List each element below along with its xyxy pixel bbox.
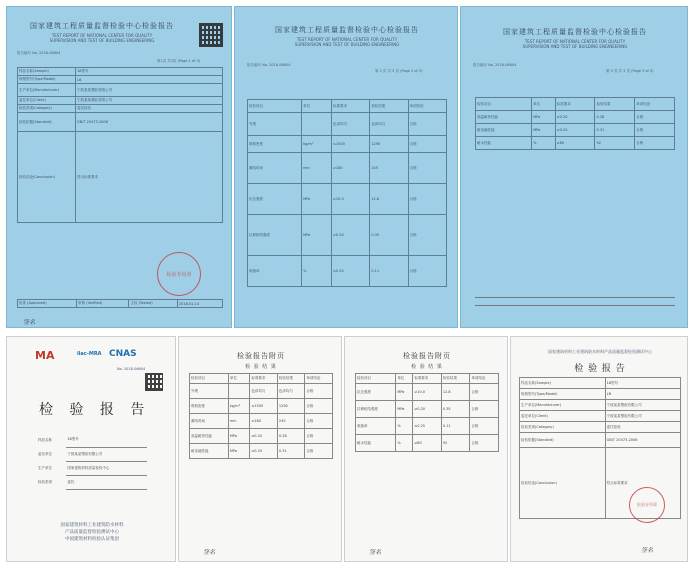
field-label: 检验类别(Category) xyxy=(18,105,76,113)
results-label: 检 验 结 果 xyxy=(245,364,277,370)
col-header: 单项结论 xyxy=(408,100,446,113)
org-name: 国家建筑材料工业建筑防水材料 xyxy=(60,523,124,528)
table-row: 凝结时间 min ≥180 245 合格 xyxy=(248,153,447,184)
page-header: 国家建筑工程质量监督检验中心检验报告 xyxy=(275,26,419,34)
sample-info-table: 样品名称(Sample) 18型号 规格型号(Type/Model) LB 生产单位(Manufacturer) 宁波某某塑胶有限公司 委托单位(Client) 宁波某某塑胶有限公司 检验类别(Category) 委托检验 检验依据(Standard) GB/T 20473-2006 检验结论(Conclusion) 符合标准要求 xyxy=(519,377,681,519)
field-label: 规格型号(Type/Model) xyxy=(18,76,76,84)
results-table xyxy=(247,99,447,287)
org-name-3: 中国建筑材料检验认证集团 xyxy=(65,537,119,542)
col-header: 检验项目 xyxy=(476,98,532,111)
page-header-en-2: SUPERVISION AND TEST OF BUILDING ENGINEERING xyxy=(294,42,400,47)
table-row: 抗压强度 MPa ≥10.0 12.8 合格 xyxy=(356,384,499,401)
field-label: 检验依据(Standard) xyxy=(18,113,76,132)
signature: 签名 xyxy=(369,549,382,556)
attachment-title: 检验报告附页 xyxy=(403,352,451,360)
report-title: 检 验 报 告 xyxy=(39,402,151,418)
table-row: 收缩率 % ≤0.25 0.11 合格 xyxy=(356,418,499,435)
qr-code xyxy=(145,373,163,391)
report-number: No. 2018-06604 xyxy=(117,367,146,371)
report-date: 2018-02-14 xyxy=(177,300,222,308)
table-row: 耐水性能 % ≥80 92 合格 xyxy=(356,435,499,452)
white-attachment-page-2 xyxy=(344,336,508,562)
col-header: 标准要求 xyxy=(331,100,369,113)
verified-label: 审核 (Verified) xyxy=(77,300,129,308)
field-value: 宁波某某塑胶有限公司 xyxy=(76,97,223,105)
table-row: 外观 色泽均匀 色泽均匀 合格 xyxy=(190,384,333,399)
cover-fields: 样品名称 18型号 委托单位 宁波某某塑胶有限公司 生产单位 国家建筑材料质量检验中心 检验类别 委托 xyxy=(37,433,147,490)
signature: 签名 xyxy=(203,549,216,556)
table-row: 拉伸粘结强度 MPa ≥0.20 0.35 合格 xyxy=(356,401,499,418)
ilac-logo: ilac-MRA xyxy=(77,351,102,357)
qr-code xyxy=(199,23,223,47)
blue-page-2 xyxy=(234,6,458,328)
org-name-2: 产品质量监督检验测试中心 xyxy=(65,530,119,535)
field-value: 符合标准要求 xyxy=(76,132,223,223)
cnas-logo: CNAS xyxy=(109,349,137,359)
results-table: 检验项目 单位 标准要求 检验结果 单项结论 外观 色泽均匀 色泽均匀 合格 堆积密度 kg/m³ ≤1500 1290 合格 凝结时间 min ≥180 245 合格 高温耐热性能 MPa ≥0.20 0.28 合格 耐冻融性能 MPa ≥0.20 0.31 合格 xyxy=(189,373,333,459)
col-header: 单项结论 xyxy=(635,98,675,111)
page-title: 检 验 报 告 xyxy=(574,364,626,374)
table-row: 高温耐热性能 MPa ≥0.20 0.28 合格 xyxy=(476,111,675,124)
sample-info-table xyxy=(17,67,223,223)
blue-page-3 xyxy=(460,6,688,328)
attachment-title: 检验报告附页 xyxy=(237,352,285,360)
approved-label: 批准 (Approved) xyxy=(18,300,77,308)
report-number: 报告编号 No. 2018-06604 xyxy=(17,51,61,55)
col-header: 检验项目 xyxy=(248,100,302,113)
table-row: 耐冻融性能 MPa ≥0.20 0.31 合格 xyxy=(476,124,675,137)
col-header: 单位 xyxy=(302,100,332,113)
page-header-en: TEST REPORT OF NATIONAL CENTER FOR QUALITY xyxy=(51,33,153,38)
signature: 签名 xyxy=(23,319,36,326)
report-number: 报告编号 No. 2018-06604 xyxy=(473,63,517,67)
field-value: GB/T 20473-2006 xyxy=(76,113,223,132)
field-label: 检验结论(Conclusion) xyxy=(18,132,76,223)
field-value: 宁波某某塑胶有限公司 xyxy=(76,84,223,97)
table-row: 高温耐热性能 MPa ≥0.20 0.28 合格 xyxy=(190,429,333,444)
cma-logo: MA xyxy=(35,349,55,362)
col-header: 单位 xyxy=(532,98,556,111)
white-report-page-4 xyxy=(510,336,688,562)
table-row: 耐水性能 % ≥80 92 合格 xyxy=(476,137,675,150)
results-table: 检验项目 单位 标准要求 检验结果 单项结论 抗压强度 MPa ≥10.0 12.8 合格 拉伸粘结强度 MPa ≥0.20 0.35 合格 收缩率 % ≤0.25 0.11 合格 耐水性能 % ≥80 92 合格 xyxy=(355,373,499,452)
page-header: 国家建筑工程质量监督检验中心检验报告 xyxy=(503,28,647,36)
page-number: 第 3 页 共 3 页 (Page 3 of 3) xyxy=(606,69,654,73)
page-header-en: TEST REPORT OF NATIONAL CENTER FOR QUALITY xyxy=(296,37,398,42)
page-header-en-2: SUPERVISION AND TEST OF BUILDING ENGINEERING xyxy=(522,44,628,49)
page-header-en-2: SUPERVISION AND TEST OF BUILDING ENGINEERING xyxy=(49,38,155,43)
signature: 签名 xyxy=(641,547,654,554)
note-line xyxy=(475,305,675,306)
field-value: 18型号 xyxy=(76,68,223,76)
page-number: 第 2 页 共 3 页 (Page 2 of 3) xyxy=(375,69,423,73)
official-stamp: 检验专用章 xyxy=(629,487,665,523)
field-value: 委托检验 xyxy=(76,105,223,113)
table-row: 堆积密度 kg/m³ ≤1500 1290 合格 xyxy=(248,136,447,153)
col-header: 检验结果 xyxy=(595,98,635,111)
table-row: 外观 色泽均匀 色泽均匀 合格 xyxy=(248,113,447,136)
field-label: 生产单位(Manufacturer) xyxy=(18,84,76,97)
tested-label: 主检 (Tested) xyxy=(129,300,177,308)
note-line xyxy=(475,297,675,298)
white-cover-page xyxy=(6,336,176,562)
org-header: 国家建筑材料工业建筑防水材料产品质量监督检验测试中心 xyxy=(548,349,652,354)
field-value: LB xyxy=(76,76,223,84)
table-row: 拉伸粘结强度 MPa ≥0.20 0.35 合格 xyxy=(248,215,447,256)
table-row: 堆积密度 kg/m³ ≤1500 1290 合格 xyxy=(190,399,333,414)
page-number: 第1页 共3页 (Page 1 of 3) xyxy=(157,59,201,63)
field-label: 样品名称(Sample) xyxy=(18,68,76,76)
table-row: 收缩率 % ≤0.25 0.11 合格 xyxy=(248,256,447,287)
results-label: 检 验 结 果 xyxy=(411,364,443,370)
col-header: 标准要求 xyxy=(555,98,595,111)
page-header-en: TEST REPORT OF NATIONAL CENTER FOR QUALITY xyxy=(524,39,626,44)
table-row: 凝结时间 min ≥180 245 合格 xyxy=(190,414,333,429)
col-header: 检验结果 xyxy=(370,100,408,113)
results-table xyxy=(475,97,675,150)
field-label: 委托单位(Client) xyxy=(18,97,76,105)
official-stamp: 检验专用章 xyxy=(157,252,201,296)
white-attachment-page xyxy=(178,336,342,562)
page-header: 国家建筑工程质量监督检验中心检验报告 xyxy=(30,22,174,30)
signature-table xyxy=(17,299,223,308)
report-number: 报告编号 No. 2018-06604 xyxy=(247,63,291,67)
blue-page-1 xyxy=(6,6,232,328)
table-row: 抗压强度 MPa ≥10.0 12.8 合格 xyxy=(248,184,447,215)
table-row: 耐冻融性能 MPa ≥0.20 0.31 合格 xyxy=(190,444,333,459)
